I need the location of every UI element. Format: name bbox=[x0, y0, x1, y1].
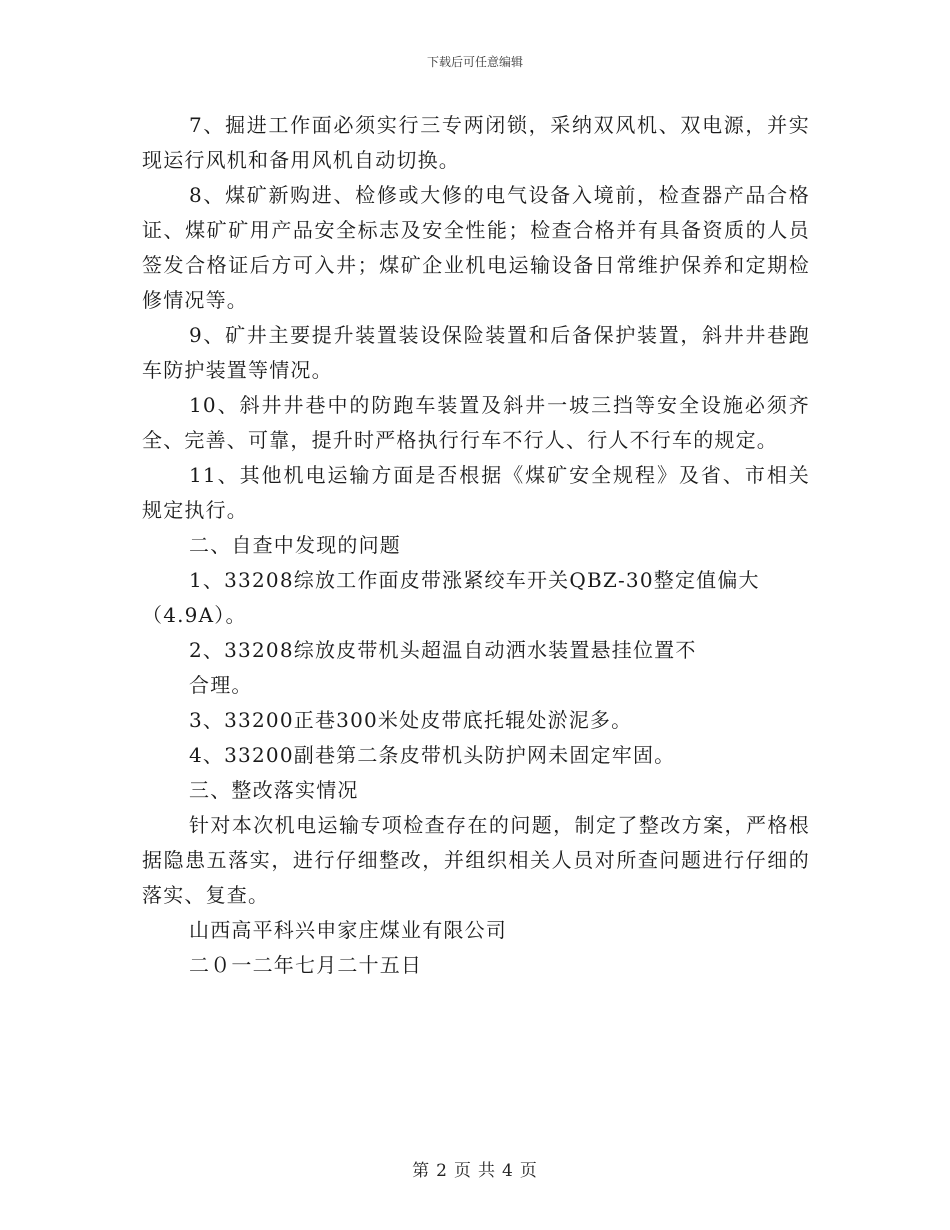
issue-item-2-continued: 合理。 bbox=[189, 673, 253, 697]
footer-total-pages: 4 bbox=[502, 1161, 514, 1181]
issue-item-4: 4、33200副巷第二条皮带机头防护网未固定牢固。 bbox=[189, 743, 676, 767]
document-date: 二０一二年七月二十五日 bbox=[189, 953, 423, 977]
company-signature: 山西高平科兴申家庄煤业有限公司 bbox=[189, 918, 507, 942]
section-heading-rectification: 三、整改落实情况 bbox=[189, 778, 359, 802]
issue-item-2: 2、33208综放皮带机头超温自动洒水装置悬挂位置不 bbox=[189, 638, 697, 662]
page-footer bbox=[0, 1156, 950, 1181]
footer-label-page: 第 bbox=[412, 1161, 431, 1181]
page-header-note: 下载后可任意编辑 bbox=[426, 55, 523, 69]
paragraph-item-7: 7、掘进工作面必须实行三专两闭锁，采纳双风机、双电源，并实现运行风机和备用风机自动切换。 bbox=[142, 113, 810, 172]
paragraph-item-9: 9、矿井主要提升装置装设保险装置和后备保护装置，斜井井巷跑车防护装置等情况。 bbox=[142, 323, 810, 382]
paragraph-item-8: 8、煤矿新购进、检修或大修的电气设备入境前，检查器产品合格证、煤矿矿用产品安全标志及安全性能；检查合格并有具备资质的人员签发合格证后方可入井；煤矿企业机电运输设备日常维护保养和定期检修情况等。 bbox=[142, 183, 810, 312]
footer-label-total: 共 bbox=[478, 1161, 496, 1181]
footer-label-total-unit: 页 bbox=[519, 1161, 538, 1181]
issue-item-1: 1、33208综放工作面皮带涨紧绞车开关QBZ-30整定值偏大 bbox=[189, 568, 760, 592]
document-body bbox=[142, 108, 810, 983]
issue-item-1-continued: （4.9A）。 bbox=[142, 603, 247, 627]
footer-current-page: 2 bbox=[436, 1161, 448, 1181]
section-heading-issues: 二、自查中发现的问题 bbox=[189, 533, 401, 557]
issue-item-3: 3、33200正巷300米处皮带底托辊处淤泥多。 bbox=[189, 708, 633, 732]
paragraph-item-10: 10、斜井井巷中的防跑车装置及斜井一坡三挡等安全设施必须齐全、完善、可靠，提升时严格执行行车不行人、行人不行车的规定。 bbox=[142, 393, 810, 452]
paragraph-item-11: 11、其他机电运输方面是否根据《煤矿安全规程》及省、市相关规定执行。 bbox=[142, 463, 810, 522]
rectification-paragraph: 针对本次机电运输专项检查存在的问题，制定了整改方案，严格根据隐患五落实，进行仔细整改，并组织相关人员对所查问题进行仔细的落实、复查。 bbox=[142, 813, 810, 907]
footer-label-page-unit: 页 bbox=[454, 1161, 472, 1181]
